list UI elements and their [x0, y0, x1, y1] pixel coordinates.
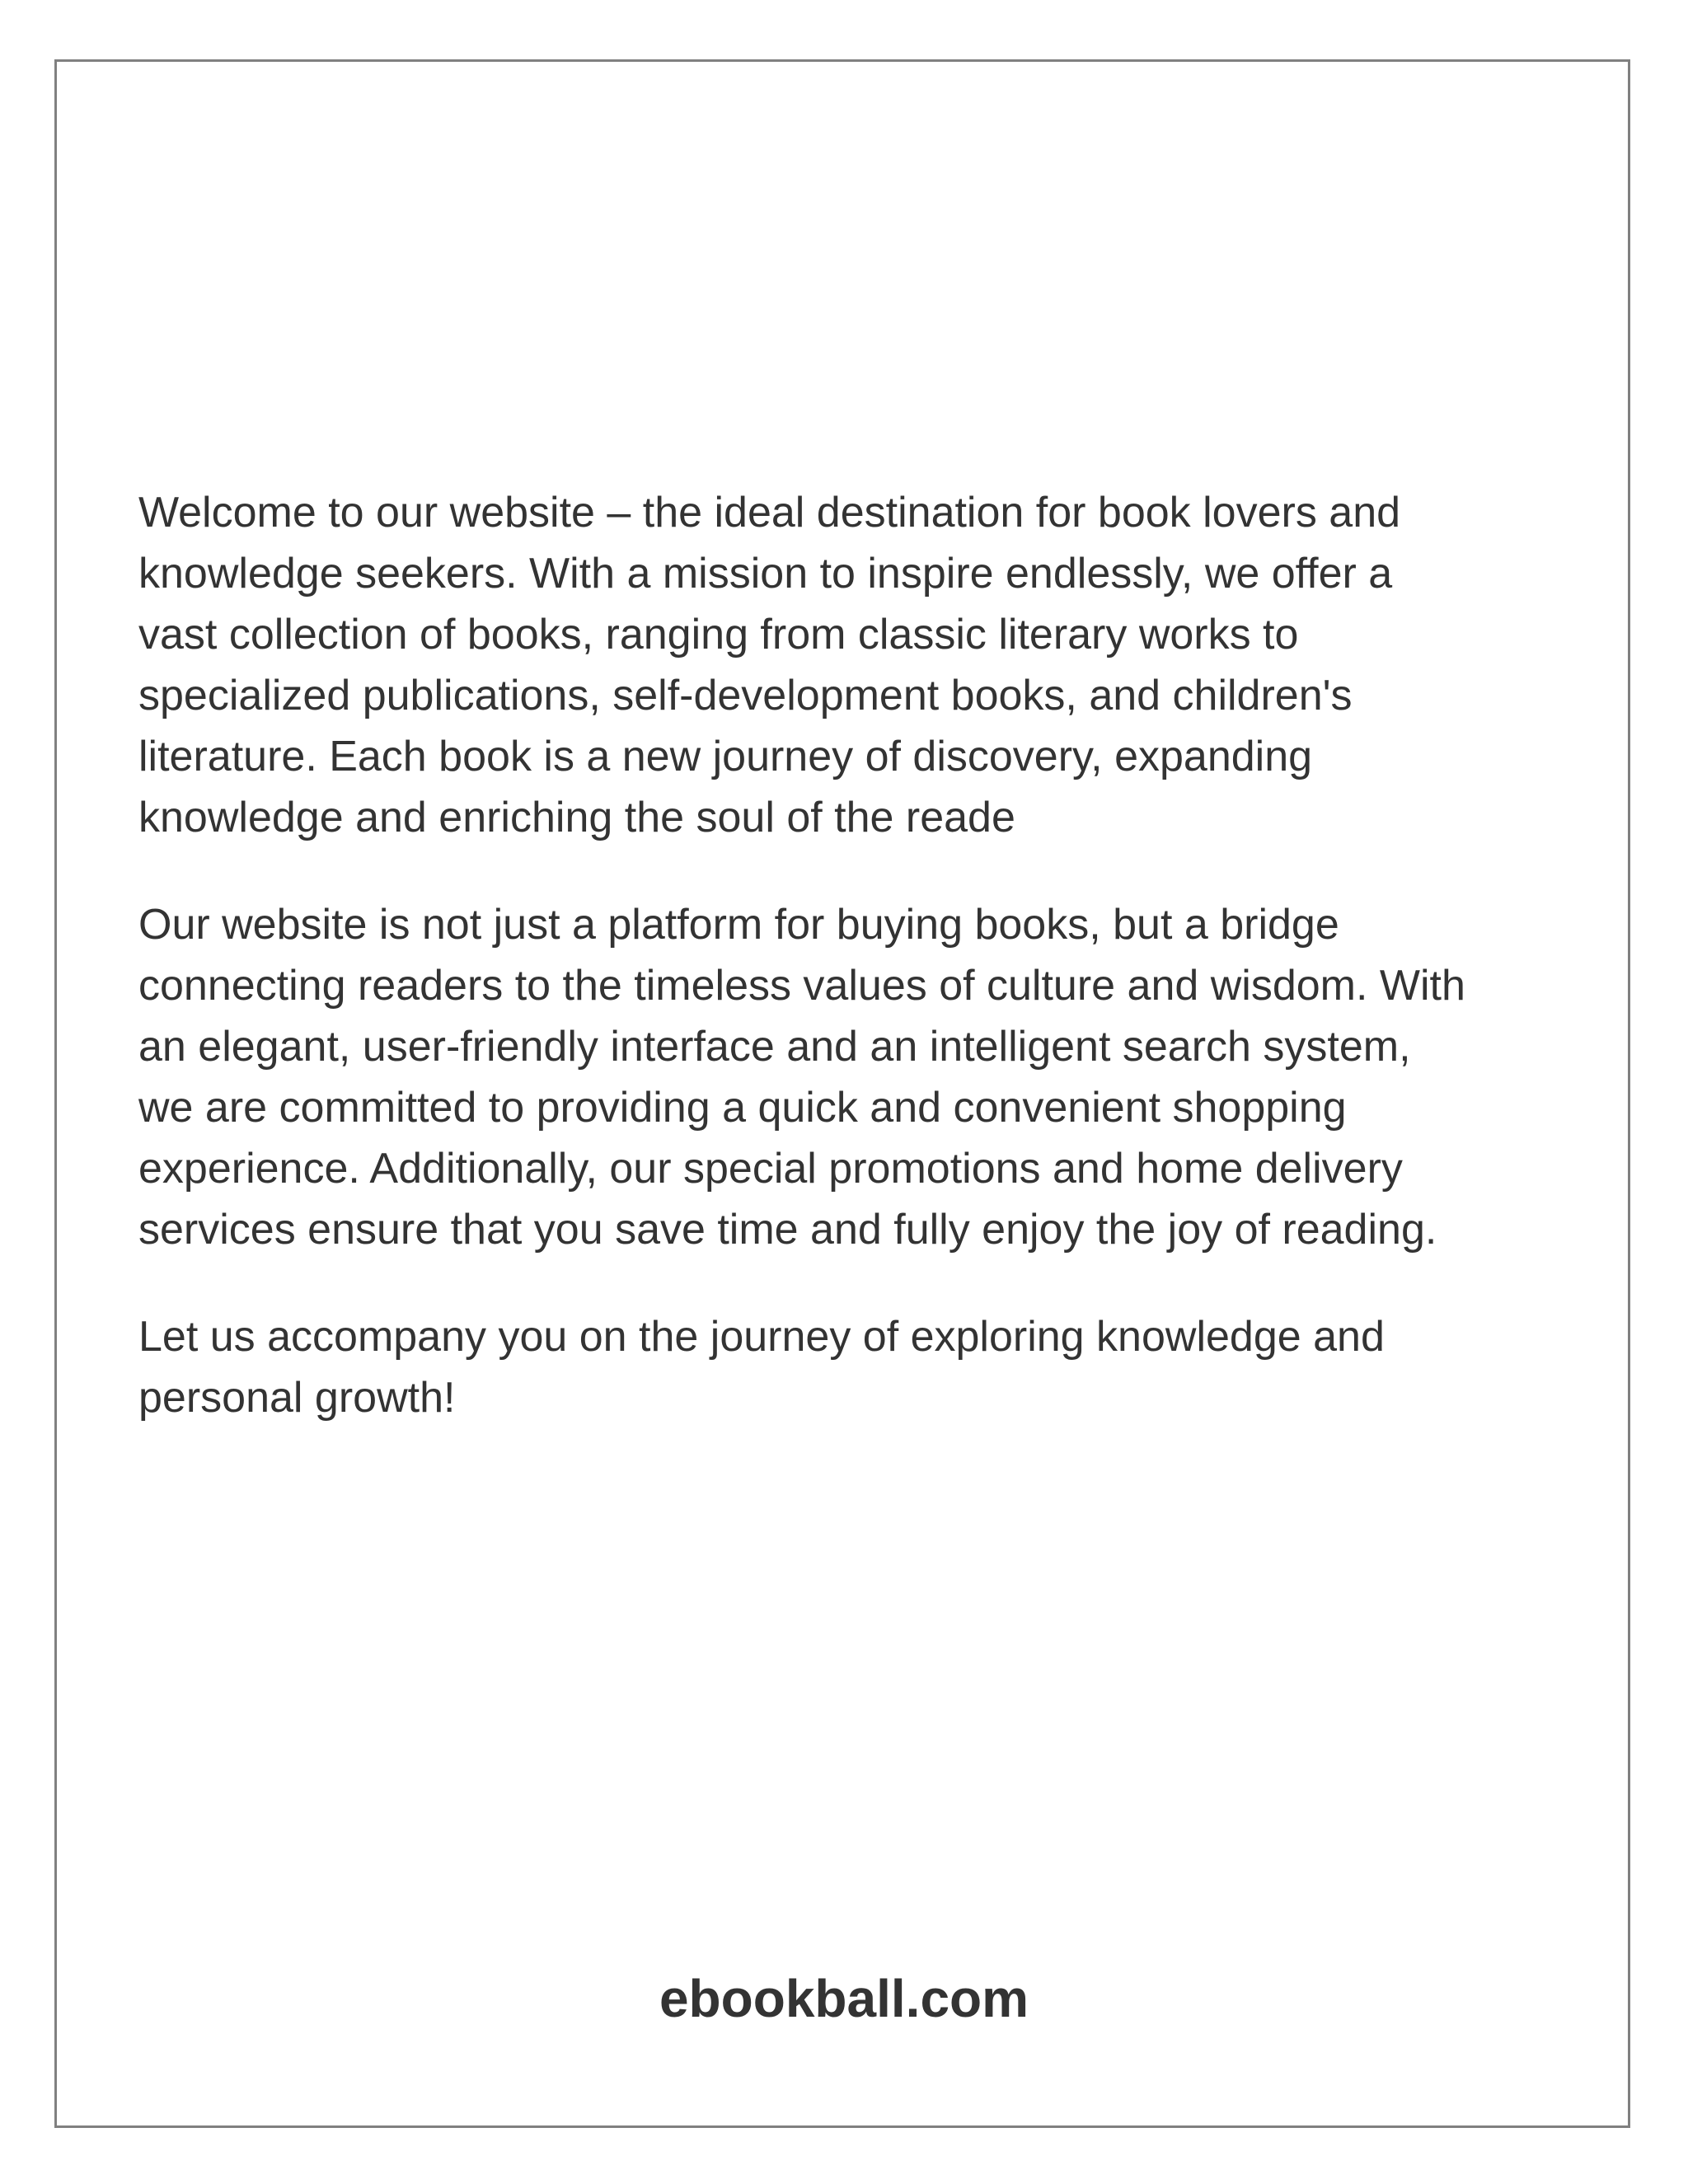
- footer-site-name: ebookball.com: [659, 1969, 1029, 2028]
- closing-paragraph: Let us accompany you on the journey of exploring knowledge and personal growth!: [138, 1313, 1385, 1422]
- intro-paragraph: Welcome to our website – the ideal destination for book lovers and knowledge seekers. With a mission to inspire endlessly, we offer a vast collection of books, ranging from classic literary works to specialized publications, self-development books, and children's literature. Each book is a new journey of discovery, expanding knowledge and enriching the soul of the reade: [138, 489, 1401, 841]
- platform-paragraph: Our website is not just a platform for buying books, but a bridge connecting readers to the timeless values of culture and wisdom. With an elegant, user-friendly interface and an intelligent search system, we are committed to providing a quick and convenient shopping experience. Additionally, our special promotions and home delivery services ensure that you save time and fully enjoy the joy of reading.: [138, 901, 1465, 1254]
- body-text: [138, 482, 1556, 1474]
